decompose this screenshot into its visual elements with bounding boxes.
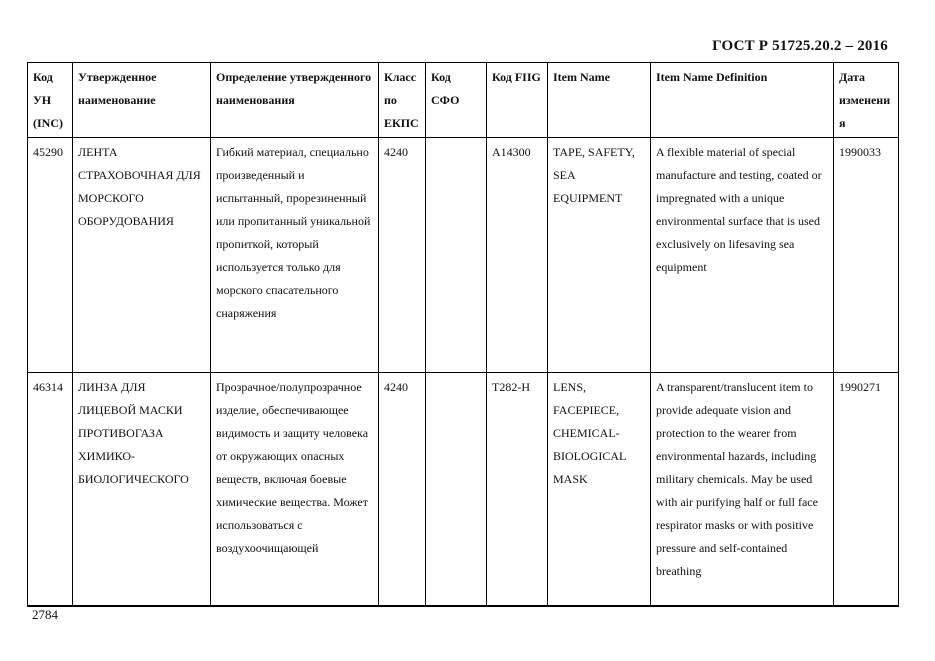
item-names-table [27,62,899,607]
cell-inc: 46314 [28,373,73,606]
header-approved-name: Утвержденное наименование [73,63,211,138]
cell-approved-name: ЛИНЗА ДЛЯ ЛИЦЕВОЙ МАСКИ ПРОТИВОГАЗА ХИМИКО-БИОЛОГИЧЕСКОГО [73,373,211,606]
cell-name-definition: Прозрачное/полупрозрачное изделие, обеспечивающее видимость и защиту человека от окружающих опасных веществ, включая боевые химические вещества. Может использоваться с воздухоочищающей [211,373,379,606]
header-ekps-class: Класс по ЕКПС [379,63,426,138]
cell-change-date: 1990033 [834,138,899,373]
cell-item-name: TAPE, SAFETY, SEA EQUIPMENT [548,138,651,373]
cell-sfo-code [426,138,487,373]
table-header-row [28,63,899,138]
cell-name-definition: Гибкий материал, специально произведенный и испытанный, прорезиненный или пропитанный уникальной пропиткой, который используется только для морского спасательного снаряжения [211,138,379,373]
cell-change-date: 1990271 [834,373,899,606]
cell-ekps-class: 4240 [379,373,426,606]
cell-ekps-class: 4240 [379,138,426,373]
cell-item-name: LENS, FACEPIECE, CHEMICAL-BIOLOGICAL MASK [548,373,651,606]
header-fiig-code: Код FIIG [487,63,548,138]
cell-item-definition: A transparent/translucent item to provide adequate vision and protection to the wearer from environmental hazards, including military chemicals. May be used with air purifying half or full face respirator masks or with positive pressure and self-contained breathing [651,373,834,606]
header-change-date: Дата изменения [834,63,899,138]
table-row [28,138,899,373]
table-row [28,373,899,606]
page-number: 2784 [32,607,58,622]
header-inc-code: Код УН (INC) [28,63,73,138]
cell-inc: 45290 [28,138,73,373]
cell-item-definition: A flexible material of special manufacture and testing, coated or impregnated with a unique environmental surface that is used exclusively on lifesaving sea equipment [651,138,834,373]
cell-approved-name: ЛЕНТА СТРАХОВОЧНАЯ ДЛЯ МОРСКОГО ОБОРУДОВАНИЯ [73,138,211,373]
cell-sfo-code [426,373,487,606]
cell-fiig-code: T282-H [487,373,548,606]
header-item-name-definition: Item Name Definition [651,63,834,138]
header-name-definition: Определение утвержденного наименования [211,63,379,138]
cell-fiig-code: A14300 [487,138,548,373]
document-standard-header: ГОСТ Р 51725.20.2 – 2016 [712,38,888,54]
header-sfo-code: Код СФО [426,63,487,138]
header-item-name: Item Name [548,63,651,138]
